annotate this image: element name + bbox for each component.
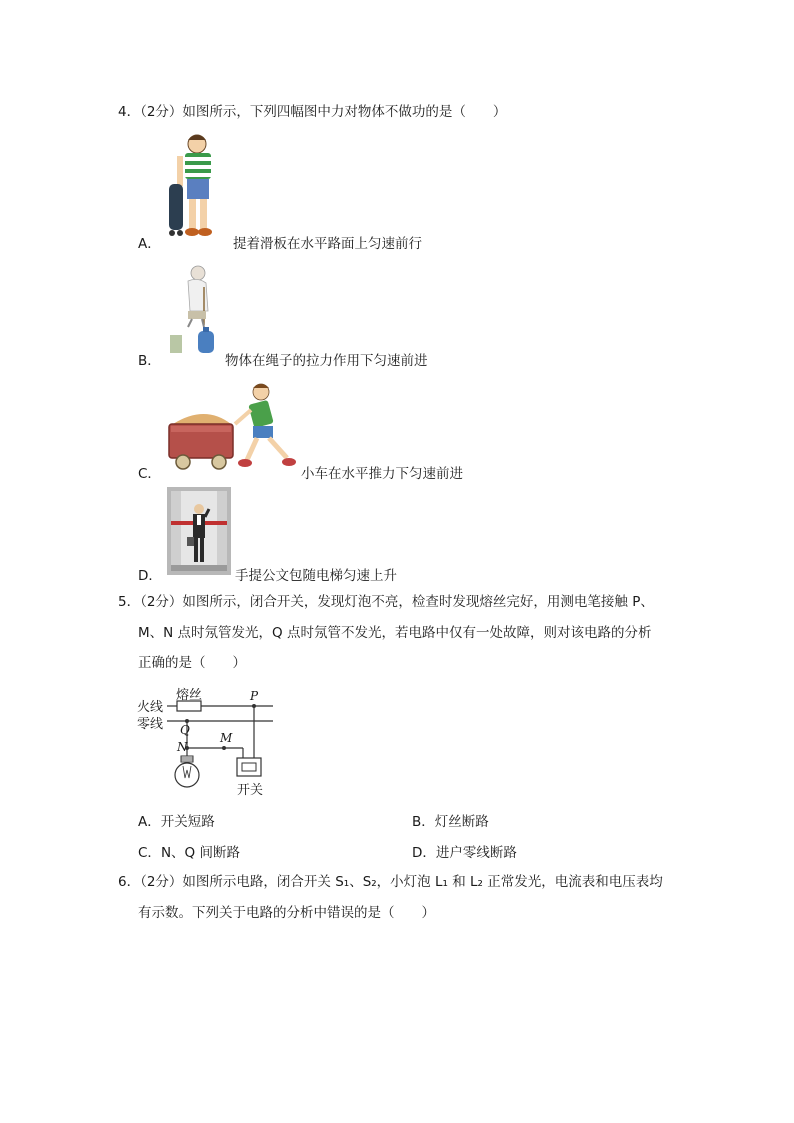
switch-label: 开关 [237, 783, 264, 798]
live-wire-label: 火线 [137, 700, 164, 715]
q4-image-b [168, 265, 228, 355]
bulb [175, 763, 199, 787]
q5-option-d-text: 进户零线断路 [435, 845, 517, 861]
q5-stem-line-2: M、N 点时氖管发光，Q 点时氖管不发光，若电路中仅有一处故障，则对该电路的分析 [138, 625, 652, 641]
q5-option-c-letter: C． [138, 845, 161, 861]
q4-option-a-letter: A． [138, 236, 161, 252]
q4-option-b-letter: B． [138, 353, 161, 369]
q6-stem-line-1: 6．（2分）如图所示电路，闭合开关 S₁、S₂，小灯泡 L₁ 和 L₂ 正常发光，电流表和电压表均 [118, 874, 663, 890]
point-p-label: P [250, 689, 259, 703]
q4-image-d [167, 487, 231, 575]
q4-option-c-text: 小车在水平推力下匀速前进 [301, 466, 463, 482]
point-q-label: Q [180, 723, 190, 737]
q5-option-b-text: 灯丝断路 [434, 814, 489, 830]
q5-option-a-text: 开关短路 [160, 814, 215, 830]
point-n-label: N [177, 740, 188, 754]
q4-option-c-letter: C． [138, 466, 161, 482]
q5-option-d-letter: D． [412, 845, 436, 861]
q5-option-b-letter: B． [412, 814, 435, 830]
q5-option-a-letter: A． [138, 814, 161, 830]
point-m-label: M [220, 731, 233, 745]
q4-option-d-text: 手提公文包随电梯匀速上升 [235, 568, 397, 584]
fuse-label: 熔丝 [176, 688, 203, 703]
q5-stem-line-3: 正确的是（ ） [138, 655, 246, 671]
q4-image-a [165, 132, 225, 242]
q4-option-d-letter: D． [138, 568, 162, 584]
q4-option-a-text: 提着滑板在水平路面上匀速前行 [233, 236, 422, 252]
neutral-wire-label: 零线 [137, 717, 164, 732]
q4-image-c [165, 382, 300, 472]
q5-option-c-text: N、Q 间断路 [160, 845, 240, 861]
q6-stem-line-2: 有示数。下列关于电路的分析中错误的是（ ） [138, 905, 435, 921]
q4-option-b-text: 物体在绳子的拉力作用下匀速前进 [225, 353, 428, 369]
q4-stem: 4．（2分）如图所示，下列四幅图中力对物体不做功的是（ ） [118, 104, 507, 120]
q5-stem-line-1: 5．（2分）如图所示，闭合开关，发现灯泡不亮，检查时发现熔丝完好，用测电笔接触 P、 [118, 594, 654, 610]
